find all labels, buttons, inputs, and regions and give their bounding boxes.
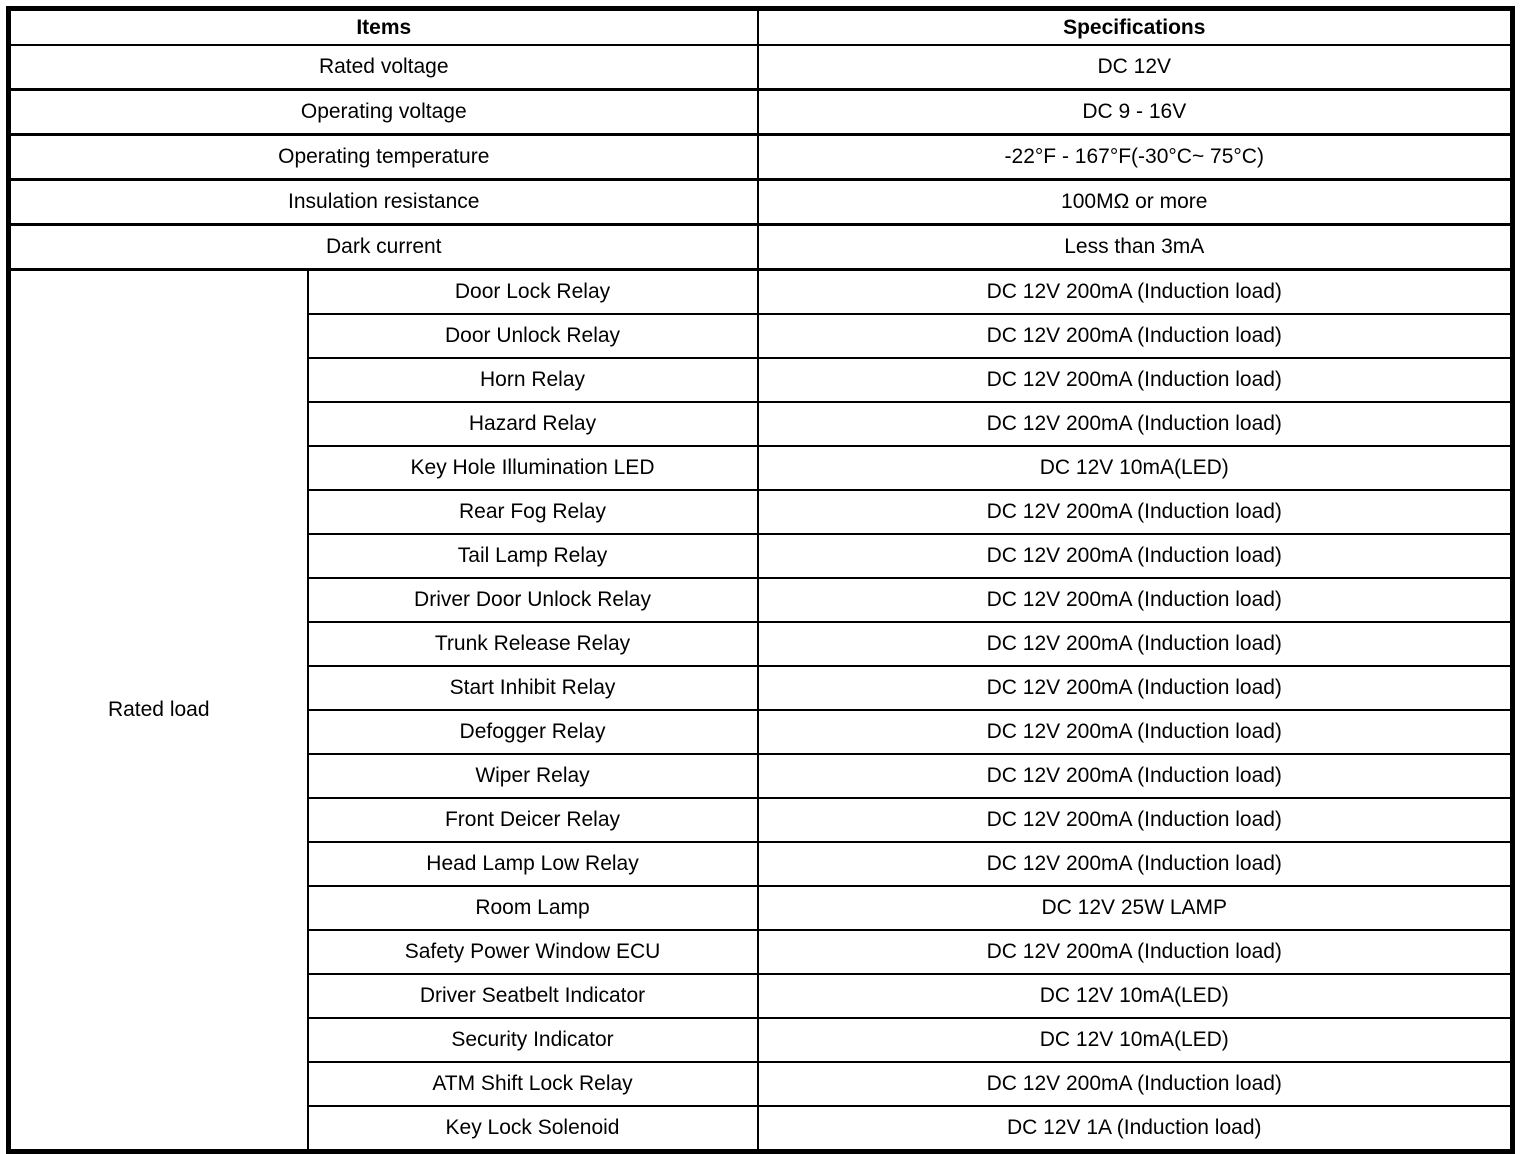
spec-cell: 100MΩ or more	[758, 180, 1513, 225]
column-header-specifications: Specifications	[758, 9, 1513, 46]
item-cell: Security Indicator	[308, 1018, 758, 1062]
item-cell: Driver Seatbelt Indicator	[308, 974, 758, 1018]
item-cell: Dark current	[9, 225, 758, 270]
item-cell: Key Hole Illumination LED	[308, 446, 758, 490]
spec-cell: DC 12V 200mA (Induction load)	[758, 490, 1513, 534]
item-cell: ATM Shift Lock Relay	[308, 1062, 758, 1106]
spec-cell: DC 12V 200mA (Induction load)	[758, 754, 1513, 798]
column-header-items: Items	[9, 9, 758, 46]
item-cell: Front Deicer Relay	[308, 798, 758, 842]
item-cell: Operating voltage	[9, 90, 758, 135]
item-cell: Start Inhibit Relay	[308, 666, 758, 710]
spec-cell: DC 12V 200mA (Induction load)	[758, 270, 1513, 315]
table-row	[9, 225, 1513, 270]
spec-cell: DC 12V 10mA(LED)	[758, 1018, 1513, 1062]
item-cell: Wiper Relay	[308, 754, 758, 798]
header-row	[9, 9, 1513, 46]
spec-cell: DC 12V 25W LAMP	[758, 886, 1513, 930]
table-body	[9, 45, 1513, 1152]
item-cell: Room Lamp	[308, 886, 758, 930]
spec-cell: DC 12V 200mA (Induction load)	[758, 622, 1513, 666]
item-cell: Horn Relay	[308, 358, 758, 402]
item-cell: Door Lock Relay	[308, 270, 758, 315]
spec-cell: DC 12V 10mA(LED)	[758, 446, 1513, 490]
spec-cell: DC 12V 200mA (Induction load)	[758, 1062, 1513, 1106]
item-cell: Rear Fog Relay	[308, 490, 758, 534]
spec-cell: DC 12V 200mA (Induction load)	[758, 534, 1513, 578]
spec-cell: DC 9 - 16V	[758, 90, 1513, 135]
rated-load-group-cell: Rated load	[9, 270, 308, 1152]
item-cell: Rated voltage	[9, 45, 758, 90]
item-cell: Door Unlock Relay	[308, 314, 758, 358]
spec-cell: DC 12V 1A (Induction load)	[758, 1106, 1513, 1152]
item-cell: Head Lamp Low Relay	[308, 842, 758, 886]
item-cell: Tail Lamp Relay	[308, 534, 758, 578]
table-row	[9, 180, 1513, 225]
spec-cell: DC 12V 200mA (Induction load)	[758, 358, 1513, 402]
table-row	[9, 270, 1513, 315]
spec-cell: DC 12V 200mA (Induction load)	[758, 578, 1513, 622]
spec-cell: DC 12V 200mA (Induction load)	[758, 930, 1513, 974]
table-row	[9, 90, 1513, 135]
spec-cell: DC 12V 200mA (Induction load)	[758, 666, 1513, 710]
item-cell: Insulation resistance	[9, 180, 758, 225]
item-cell: Key Lock Solenoid	[308, 1106, 758, 1152]
item-cell: Trunk Release Relay	[308, 622, 758, 666]
table-row	[9, 135, 1513, 180]
table-header	[9, 9, 1513, 46]
table-row	[9, 45, 1513, 90]
spec-cell: Less than 3mA	[758, 225, 1513, 270]
spec-cell: DC 12V 200mA (Induction load)	[758, 402, 1513, 446]
item-cell: Safety Power Window ECU	[308, 930, 758, 974]
specification-table	[6, 6, 1515, 1154]
spec-cell: DC 12V 200mA (Induction load)	[758, 842, 1513, 886]
spec-cell: DC 12V 200mA (Induction load)	[758, 314, 1513, 358]
item-cell: Driver Door Unlock Relay	[308, 578, 758, 622]
item-cell: Defogger Relay	[308, 710, 758, 754]
spec-cell: DC 12V	[758, 45, 1513, 90]
spec-cell: DC 12V 200mA (Induction load)	[758, 710, 1513, 754]
spec-cell: -22°F - 167°F(-30°C~ 75°C)	[758, 135, 1513, 180]
spec-cell: DC 12V 10mA(LED)	[758, 974, 1513, 1018]
item-cell: Operating temperature	[9, 135, 758, 180]
spec-cell: DC 12V 200mA (Induction load)	[758, 798, 1513, 842]
item-cell: Hazard Relay	[308, 402, 758, 446]
